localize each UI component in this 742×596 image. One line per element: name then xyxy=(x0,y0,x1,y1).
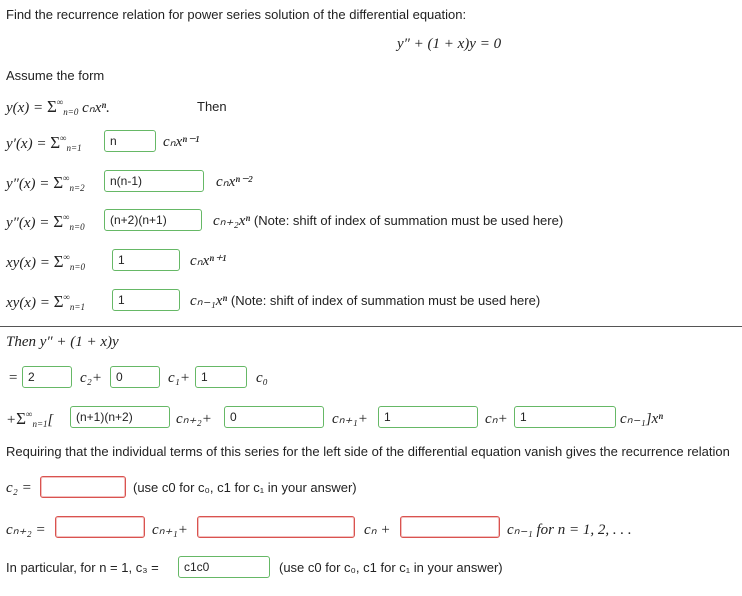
sum-lower: n=0 xyxy=(63,107,79,117)
ydouble-lhs-group xyxy=(6,173,85,193)
sigma-symbol: Σ xyxy=(53,173,64,192)
ydouble-term: cₙxⁿ⁻² xyxy=(216,174,253,190)
c0-coefficient-input[interactable]: 1 xyxy=(195,366,247,388)
assume-label: Assume the form xyxy=(6,68,105,83)
y-term: cₙxⁿ. xyxy=(82,100,110,116)
c3-answer-input[interactable]: c1c0 xyxy=(178,556,270,578)
cn1-plus: cₙ₊₁+ xyxy=(332,411,368,427)
sigma-symbol: Σ xyxy=(50,133,61,152)
equals-sign: = xyxy=(8,370,19,386)
then-label: Then xyxy=(197,99,227,114)
c2-label: c₂ = xyxy=(6,480,32,496)
xy-coefficient-input[interactable]: 1 xyxy=(112,249,180,271)
sum-upper: ∞ xyxy=(60,133,67,143)
section-divider xyxy=(0,326,742,327)
yprime-lhs: y′(x) = xyxy=(6,136,51,152)
ydouble-shift-coefficient-input[interactable]: (n+2)(n+1) xyxy=(104,209,202,231)
cn2-answer-input-c[interactable] xyxy=(400,516,500,538)
cn-plus-label: cₙ + xyxy=(364,522,391,538)
sigma-symbol: Σ xyxy=(53,292,64,311)
recurrence-tail: cₙ₋₁ for n = 1, 2, . . . xyxy=(507,522,632,538)
xy-shift-lhs: xy(x) = xyxy=(6,295,54,311)
plus-sign: + xyxy=(6,412,17,428)
c1-coefficient-input[interactable]: 0 xyxy=(110,366,160,388)
c2-hint: (use c0 for c₀, c1 for c₁ in your answer) xyxy=(133,480,357,495)
sum-lower: n=1 xyxy=(69,302,85,312)
particular-label: In particular, for n = 1, c₃ = xyxy=(6,560,159,575)
question-title: Find the recurrence relation for power series solution of the differential equation: xyxy=(6,7,467,22)
xy-shift-lhs-group xyxy=(6,292,85,312)
y-lhs: y(x) = xyxy=(6,100,47,116)
cn2-plus: cₙ₊₂+ xyxy=(176,411,212,427)
sigma-symbol: Σ xyxy=(53,212,64,231)
shift-note: (Note: shift of index of summation must be used here) xyxy=(230,293,541,308)
cn-plus: cₙ+ xyxy=(485,411,508,427)
sigma-symbol: Σ xyxy=(53,252,64,271)
sum-lower: n=0 xyxy=(69,262,85,272)
cn2-answer-input-b[interactable] xyxy=(197,516,355,538)
differential-equation: y″ + (1 + x)y = 0 xyxy=(397,36,502,52)
c1-plus: c₁+ xyxy=(168,370,190,386)
xy-term: cₙxⁿ⁺¹ xyxy=(190,253,227,269)
then-expression: Then y″ + (1 + x)y xyxy=(6,334,119,350)
sum-upper: ∞ xyxy=(63,292,70,302)
ydouble-lhs: y″(x) = xyxy=(6,176,54,192)
cn2-answer-input-a[interactable] xyxy=(55,516,145,538)
sum-lower: n=1 xyxy=(66,143,82,153)
sum-lower: n=0 xyxy=(69,222,85,232)
xy-shift-term-text: cₙ₋₁xⁿ xyxy=(190,293,228,309)
sum-tail: cₙ₋₁]xⁿ xyxy=(620,411,663,427)
ydouble-shift-lhs-group xyxy=(6,212,85,232)
sigma-symbol: Σ xyxy=(16,409,27,428)
ydouble-shift-lhs: y″(x) = xyxy=(6,215,54,231)
cn2-coefficient-input[interactable]: (n+1)(n+2) xyxy=(70,406,170,428)
c3-hint: (use c0 for c₀, c1 for c₁ in your answer) xyxy=(279,560,503,575)
requiring-text: Requiring that the individual terms of this series for the left side of the differential equation vanish gives the recurrence relation xyxy=(6,444,730,459)
xy-lhs-group xyxy=(6,252,85,272)
c2-coefficient-input[interactable]: 2 xyxy=(22,366,72,388)
cn-coefficient-input[interactable]: 1 xyxy=(378,406,478,428)
y-series-definition xyxy=(6,97,110,117)
xy-lhs: xy(x) = xyxy=(6,255,54,271)
ydouble-shift-term xyxy=(213,211,563,230)
sum-lower: n=1 xyxy=(32,419,48,429)
sum-lower: n=2 xyxy=(69,183,85,193)
yprime-coefficient-input[interactable]: n xyxy=(104,130,156,152)
bracket-open: [ xyxy=(47,412,54,428)
yprime-lhs-group xyxy=(6,133,82,153)
cn1-coefficient-input[interactable]: 0 xyxy=(224,406,324,428)
sum-upper: ∞ xyxy=(56,97,64,107)
ydouble-shift-term-text: cₙ₊₂xⁿ xyxy=(213,213,251,229)
sum-upper: ∞ xyxy=(63,212,70,222)
xy-shift-term xyxy=(190,291,540,310)
shift-note: (Note: shift of index of summation must be used here) xyxy=(253,213,564,228)
sum-prefix xyxy=(6,409,53,429)
sum-upper: ∞ xyxy=(63,252,70,262)
xy-shift-coefficient-input[interactable]: 1 xyxy=(112,289,180,311)
cn-minus1-coefficient-input[interactable]: 1 xyxy=(514,406,616,428)
c2-answer-input[interactable] xyxy=(40,476,126,498)
sum-upper: ∞ xyxy=(26,409,33,419)
cn2-label: cₙ₊₂ = xyxy=(6,522,46,538)
cn1-plus-label: cₙ₊₁+ xyxy=(152,522,188,538)
yprime-term: cₙxⁿ⁻¹ xyxy=(163,134,200,150)
sigma-symbol: Σ xyxy=(46,97,57,116)
ydouble-coefficient-input[interactable]: n(n-1) xyxy=(104,170,204,192)
c0-term: c₀ xyxy=(256,370,268,386)
c2-plus: c₂+ xyxy=(80,370,102,386)
sum-upper: ∞ xyxy=(63,173,70,183)
